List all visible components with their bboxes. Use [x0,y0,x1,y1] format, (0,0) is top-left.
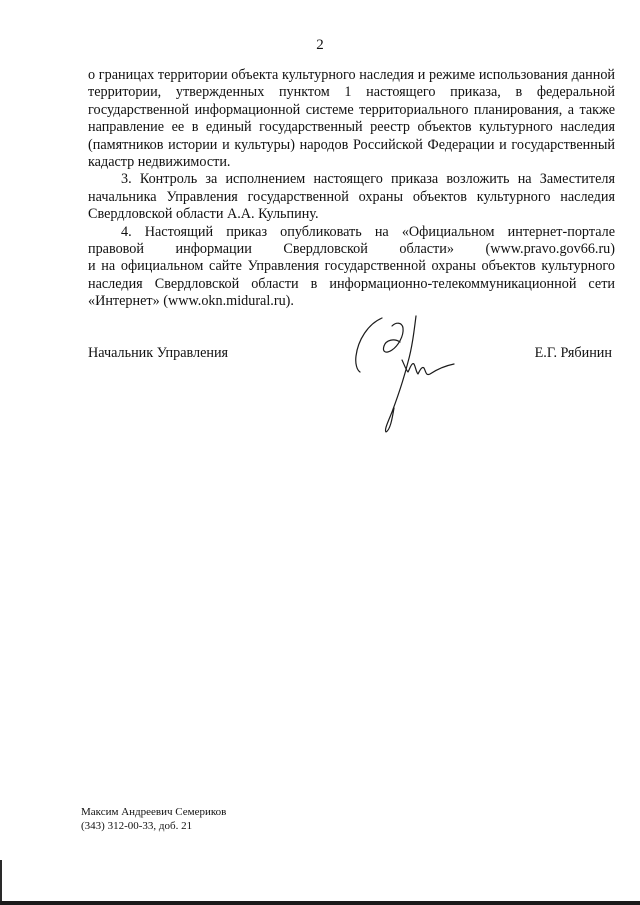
signature-block [0,345,640,365]
scan-edge-left [0,860,2,905]
document-body [88,67,615,311]
scan-edge-bottom [0,901,640,905]
handwritten-signature-icon [346,312,458,438]
paragraph-continuation: о границах территории объекта культурного наследия и режиме использования данной территории, утвержденных пунктом 1 настоящего приказа, в федеральной государственной информационной системе территориального планирования, а также направление ее в единый государственный реестр объектов культурного наследия (памятников истории и культуры) народов Российской Федерации и государственный кадастр недвижимости. [88,67,615,171]
paragraph-publication-portal: 4. Настоящий приказ опубликовать на «Официальном интернет-портале правовой информации Свердловской области» (www.pravo.gov66.ru) [88,223,615,258]
page-number: 2 [316,37,324,53]
paragraph-control: 3. Контроль за исполнением настоящего приказа возложить на Заместителя начальника Управления государственной охраны объектов культурного наследия Свердловской области А.А. Кульпину. [88,171,615,223]
contact-name: Максим Андреевич Семериков [81,806,227,818]
contact-phone: (343) 312-00-33, доб. 21 [81,820,193,832]
paragraph-publication-site: и на официальном сайте Управления государственной охраны объектов культурного наследия Свердловской области в информационно-телекоммуникационной сети «Интернет» (www.okn.midural.ru). [88,258,615,310]
contact-info [81,805,226,833]
signatory-position: Начальник Управления [88,345,229,361]
signatory-name: Е.Г. Рябинин [534,345,612,361]
